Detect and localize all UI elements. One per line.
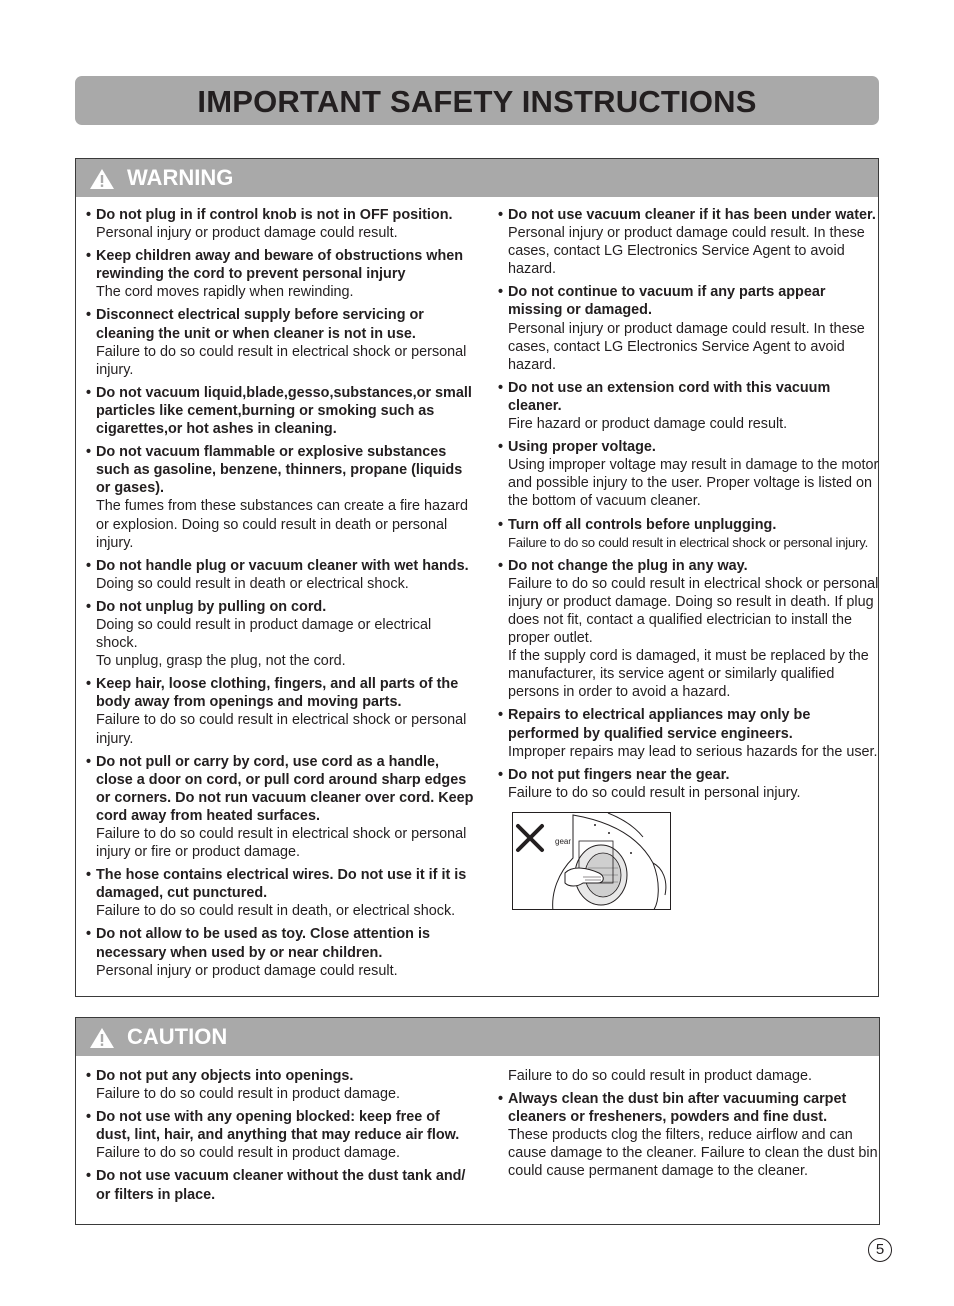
caution-left-column (86, 1067, 471, 1209)
vacuum-gear-illustration (513, 813, 671, 910)
item-body: Failure to do so could result in product damage. (96, 1145, 400, 1162)
list-item (498, 206, 880, 278)
item-heading: Disconnect electrical supply before servicing or cleaning the unit or when cleaner is not in use. (96, 307, 424, 342)
item-heading: Do not use vacuum cleaner without the dust tank and/ or filters in place. (96, 1168, 466, 1203)
item-body: Failure to do so could result in electrical shock or personal injury or product damage. Doing so result in death. If plug does not fit, contact a qualified electrician to install the proper outlet. (508, 575, 879, 647)
item-heading: Do not vacuum liquid,blade,gesso,substances,or small particles like cement,burning or smoking such as cigarettes,or hot ashes in cleaning. (96, 384, 472, 438)
item-body: The fumes from these substances can create a fire hazard or explosion. Doing so could result in death or personal injury. (96, 498, 468, 551)
list-item (86, 557, 476, 593)
list-item (86, 443, 476, 552)
item-body: Personal injury or product damage could result. In these cases, contact LG Electronics Service Agent to avoid hazard. (508, 320, 865, 373)
list-item (498, 1090, 878, 1180)
bullet-icon: • (86, 557, 92, 574)
item-body: Failure to do so could result in electrical shock or personal injury. (96, 712, 467, 747)
list-item (498, 766, 880, 802)
list-item (86, 384, 476, 438)
item-body: If the supply cord is damaged, it must be replaced by the manufacturer, its service agent or similarly qualified persons in order to avoid a hazard. (508, 648, 869, 701)
item-body: These products clog the filters, reduce airflow and can cause damage to the cleaner. Failure to clean the dust bin could cause permanent damage to the cleaner. (508, 1127, 878, 1180)
warning-left-column (86, 206, 476, 985)
bullet-icon: • (86, 207, 92, 223)
item-heading: Do not allow to be used as toy. Close attention is necessary when used by or near children. (96, 926, 430, 961)
item-body: To unplug, grasp the plug, not the cord. (96, 653, 346, 670)
bullet-icon: • (86, 598, 92, 615)
item-heading: Keep children away and beware of obstructions when rewinding the cord to prevent personal injury (96, 248, 464, 283)
bullet-icon: • (498, 766, 504, 783)
item-body: Personal injury or product damage could result. (96, 225, 398, 242)
bullet-icon: • (86, 926, 92, 943)
item-heading: Do not change the plug in any way. (508, 557, 748, 574)
list-item (498, 516, 880, 552)
page-title: IMPORTANT SAFETY INSTRUCTIONS (197, 84, 757, 119)
item-body: Failure to do so could result in electrical shock or personal injury. (96, 343, 467, 378)
list-item (86, 753, 476, 862)
warning-triangle-icon (89, 168, 115, 190)
page-number: 5 (868, 1238, 892, 1262)
caution-box (75, 1017, 880, 1225)
item-heading: Do not use with any opening blocked: keep free of dust, lint, hair, and anything that may reduce air flow. (96, 1109, 460, 1144)
list-item (86, 675, 476, 747)
list-item (498, 379, 880, 433)
bullet-icon: • (498, 516, 504, 533)
item-heading: Using proper voltage. (508, 439, 656, 456)
caution-right-lead: Failure to do so could result in product damage. (508, 1068, 812, 1084)
item-heading: Repairs to electrical appliances may only be performed by qualified service engineers. (508, 707, 811, 742)
bullet-icon: • (86, 1109, 92, 1126)
bullet-icon: • (86, 248, 92, 265)
bullet-icon: • (86, 1168, 92, 1185)
item-body: Using improper voltage may result in damage to the motor and possible injury to the user. Proper voltage is listed on the bottom of vacuum cleaner. (508, 457, 879, 510)
item-heading: Do not vacuum flammable or explosive substances such as gasoline, benzene, thinners, propane (liquids or gases). (96, 444, 463, 497)
warning-right-column (498, 206, 880, 807)
gear-label: gear (555, 837, 572, 846)
item-heading: Do not pull or carry by cord, use cord as a handle, close a door on cord, or pull cord around sharp edges or corners. Do not run vacuum cleaner over cord. Keep cord away from heated surfaces. (96, 753, 474, 824)
title-bar (75, 76, 879, 125)
list-item (498, 283, 880, 373)
caution-triangle-icon (89, 1027, 115, 1049)
bullet-icon: • (86, 1068, 92, 1084)
bullet-icon: • (498, 284, 504, 301)
item-heading: Do not use vacuum cleaner if it has been under water. (508, 207, 876, 223)
item-heading: Do not put fingers near the gear. (508, 766, 730, 783)
item-heading: Always clean the dust bin after vacuuming carpet cleaners or fresheners, powders and fine dust. (508, 1091, 847, 1126)
bullet-icon: • (86, 676, 92, 693)
item-body: Personal injury or product damage could result. In these cases, contact LG Electronics Service Agent to avoid hazard. (508, 225, 865, 278)
item-heading: Do not handle plug or vacuum cleaner with wet hands. (96, 557, 469, 574)
caution-right-column (498, 1067, 878, 1186)
list-item (86, 1108, 471, 1162)
bullet-icon: • (86, 753, 92, 770)
item-heading: Do not unplug by pulling on cord. (96, 598, 327, 615)
list-item (86, 925, 476, 979)
item-heading: Do not use an extension cord with this vacuum cleaner. (508, 379, 831, 414)
item-heading: Turn off all controls before unplugging. (508, 516, 777, 533)
caution-label: CAUTION (127, 1024, 228, 1049)
item-body: Fire hazard or product damage could result. (508, 416, 788, 433)
item-body: Improper repairs may lead to serious hazards for the user. (508, 743, 878, 760)
item-body: Doing so could result in death or electrical shock. (96, 575, 409, 592)
bullet-icon: • (498, 1091, 504, 1108)
list-item (86, 1167, 471, 1203)
bullet-icon: • (498, 439, 504, 456)
item-body: The cord moves rapidly when rewinding. (96, 284, 354, 301)
list-item (498, 706, 880, 760)
bullet-icon: • (86, 307, 92, 324)
list-item (86, 206, 476, 242)
item-body: Failure to do so could result in electrical shock or personal injury. (508, 534, 868, 550)
item-heading: Do not put any objects into openings. (96, 1068, 354, 1084)
bullet-icon: • (498, 707, 504, 724)
bullet-icon: • (498, 557, 504, 574)
item-body: Personal injury or product damage could result. (96, 962, 398, 979)
bullet-icon: • (86, 444, 92, 461)
warning-box (75, 158, 879, 997)
caution-header (76, 1018, 879, 1056)
item-heading: Do not continue to vacuum if any parts appear missing or damaged. (508, 284, 826, 319)
item-body: Doing so could result in product damage or electrical shock. (96, 616, 432, 652)
list-item (86, 866, 476, 920)
item-body: Failure to do so could result in death, or electrical shock. (96, 903, 456, 920)
list-item (86, 598, 476, 670)
bullet-icon: • (86, 384, 92, 401)
warning-header (76, 159, 878, 197)
item-heading: The hose contains electrical wires. Do not use it if it is damaged, cut punctured. (96, 867, 467, 902)
gear-figure (512, 812, 671, 910)
list-item (86, 1067, 471, 1103)
bullet-icon: • (498, 379, 504, 396)
item-heading: Keep hair, loose clothing, fingers, and all parts of the body away from openings and moving parts. (96, 676, 459, 711)
bullet-icon: • (86, 867, 92, 884)
item-heading: Do not plug in if control knob is not in OFF position. (96, 207, 453, 223)
list-item (86, 247, 476, 301)
list-item (86, 306, 476, 378)
item-body: Failure to do so could result in personal injury. (508, 784, 801, 801)
item-body: Failure to do so could result in product damage. (96, 1086, 400, 1103)
warning-label: WARNING (127, 165, 234, 190)
item-body: Failure to do so could result in electrical shock or personal injury or fire or product damage. (96, 826, 467, 861)
list-item (498, 438, 880, 510)
list-item (498, 557, 880, 702)
bullet-icon: • (498, 207, 504, 223)
